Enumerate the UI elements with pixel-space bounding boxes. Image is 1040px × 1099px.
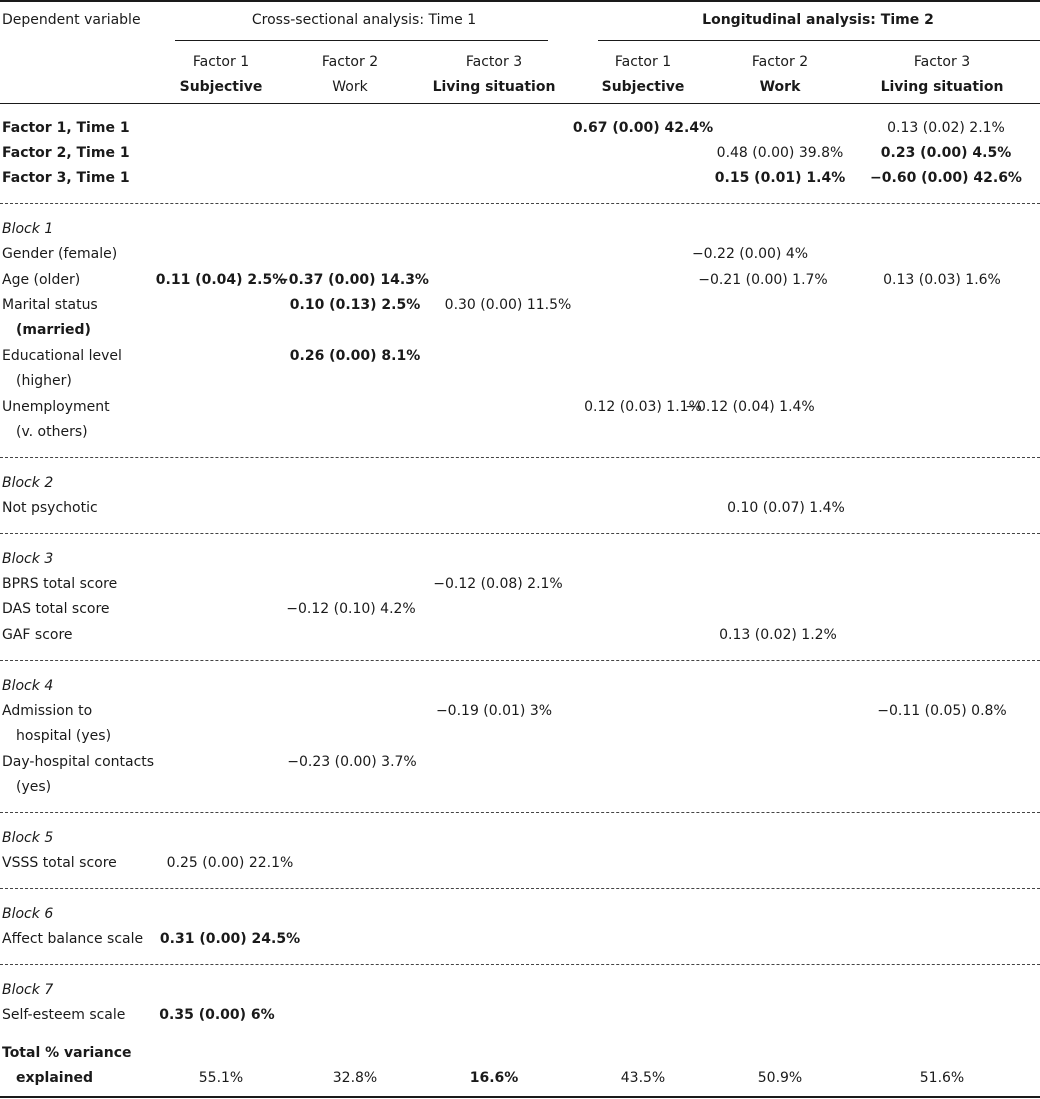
block-label: Block 4 — [2, 678, 54, 694]
cross-span-line — [175, 40, 548, 41]
col-factor: Factor 1 — [614, 54, 672, 70]
col-label: Subjective — [179, 79, 263, 95]
dep-var-header: Dependent variable — [2, 12, 141, 28]
row-label: BPRS total score — [2, 576, 118, 592]
table-cell: −0.19 (0.01) 3% — [435, 703, 553, 719]
table-cell: 0.35 (0.00) 6% — [159, 1007, 275, 1023]
table-cell: 0.13 (0.02) 1.2% — [719, 627, 837, 643]
table-cell: 0.11 (0.04) 2.5% — [155, 272, 287, 288]
block-divider — [0, 964, 1040, 965]
block-divider — [0, 812, 1040, 813]
block-label: Block 1 — [2, 221, 54, 237]
table-cell: 0.23 (0.00) 4.5% — [880, 145, 1012, 161]
block-divider — [0, 888, 1040, 889]
block-label: Block 2 — [2, 475, 54, 491]
table-cell: 0.26 (0.00) 8.1% — [289, 348, 421, 364]
block-divider — [0, 533, 1040, 534]
row-label: Self-esteem scale — [2, 1007, 126, 1023]
col-factor: Factor 2 — [751, 54, 809, 70]
table-cell: −0.12 (0.10) 4.2% — [286, 601, 416, 617]
table-cell: 0.31 (0.00) 24.5% — [159, 931, 301, 947]
col-label: Subjective — [601, 79, 685, 95]
total-cell: 55.1% — [198, 1070, 244, 1086]
table-cell: −0.12 (0.04) 1.4% — [685, 399, 815, 415]
block-label: Block 5 — [2, 830, 54, 846]
row-label-cont: (v. others) — [16, 424, 88, 440]
table-cell: −0.23 (0.00) 3.7% — [287, 754, 417, 770]
table-cell: 0.12 (0.03) 1.1% — [584, 399, 702, 415]
row-label: Marital status — [2, 297, 98, 313]
col-label: Work — [332, 79, 368, 95]
longitudinal-header: Longitudinal analysis: Time 2 — [702, 12, 934, 28]
top-rule — [0, 0, 1040, 2]
row-label-cont: (yes) — [16, 779, 52, 795]
table-cell: −0.37 (0.00) 14.3% — [277, 272, 429, 288]
table-cell: 0.13 (0.02) 2.1% — [887, 120, 1005, 136]
table-cell: 0.10 (0.07) 1.4% — [727, 500, 845, 516]
total-cell: 16.6% — [469, 1070, 519, 1086]
col-factor: Factor 3 — [465, 54, 523, 70]
col-factor: Factor 3 — [913, 54, 971, 70]
table-cell: 0.10 (0.13) 2.5% — [289, 297, 421, 313]
row-label: Affect balance scale — [2, 931, 144, 947]
total-label-cont: explained — [16, 1070, 94, 1086]
col-label: Living situation — [432, 79, 556, 95]
row-label: Unemployment — [2, 399, 110, 415]
table-cell: 0.67 (0.00) 42.4% — [572, 120, 714, 136]
table-cell: 0.15 (0.01) 1.4% — [714, 170, 846, 186]
table-cell: 0.25 (0.00) 22.1% — [166, 855, 294, 871]
total-cell: 43.5% — [620, 1070, 666, 1086]
block-divider — [0, 203, 1040, 204]
col-label: Living situation — [880, 79, 1004, 95]
row-label-cont: hospital (yes) — [16, 728, 112, 744]
table-cell: 0.30 (0.00) 11.5% — [444, 297, 572, 313]
row-label-cont: (higher) — [16, 373, 72, 389]
table-cell: 0.13 (0.03) 1.6% — [883, 272, 1001, 288]
table-cell: −0.12 (0.08) 2.1% — [433, 576, 563, 592]
bottom-rule — [0, 1096, 1040, 1098]
header-rule — [0, 103, 1040, 104]
table-cell: −0.11 (0.05) 0.8% — [877, 703, 1007, 719]
row-label: Factor 3, Time 1 — [2, 170, 130, 186]
table-cell: 0.48 (0.00) 39.8% — [716, 145, 844, 161]
table-cell: −0.60 (0.00) 42.6% — [870, 170, 1022, 186]
row-label: Educational level — [2, 348, 122, 364]
table-cell: −0.21 (0.00) 1.7% — [698, 272, 828, 288]
row-label: Age (older) — [2, 272, 81, 288]
cross-sectional-header: Cross-sectional analysis: Time 1 — [251, 12, 477, 28]
row-label-cont: (married) — [16, 322, 91, 338]
row-label: Not psychotic — [2, 500, 98, 516]
total-cell: 32.8% — [332, 1070, 378, 1086]
row-label: Admission to — [2, 703, 93, 719]
total-label: Total % variance — [2, 1045, 132, 1061]
table-cell: −0.22 (0.00) 4% — [691, 246, 809, 262]
col-factor: Factor 2 — [321, 54, 379, 70]
row-label: Gender (female) — [2, 246, 118, 262]
row-label: VSSS total score — [2, 855, 117, 871]
row-label: Day-hospital contacts — [2, 754, 155, 770]
total-cell: 50.9% — [757, 1070, 803, 1086]
total-cell: 51.6% — [919, 1070, 965, 1086]
block-label: Block 3 — [2, 551, 54, 567]
col-label: Work — [759, 79, 801, 95]
row-label: GAF score — [2, 627, 73, 643]
col-factor: Factor 1 — [192, 54, 250, 70]
block-label: Block 6 — [2, 906, 54, 922]
row-label: Factor 1, Time 1 — [2, 120, 130, 136]
row-label: DAS total score — [2, 601, 110, 617]
longit-span-line — [598, 40, 1040, 41]
block-divider — [0, 457, 1040, 458]
row-label: Factor 2, Time 1 — [2, 145, 130, 161]
block-label: Block 7 — [2, 982, 54, 998]
block-divider — [0, 660, 1040, 661]
